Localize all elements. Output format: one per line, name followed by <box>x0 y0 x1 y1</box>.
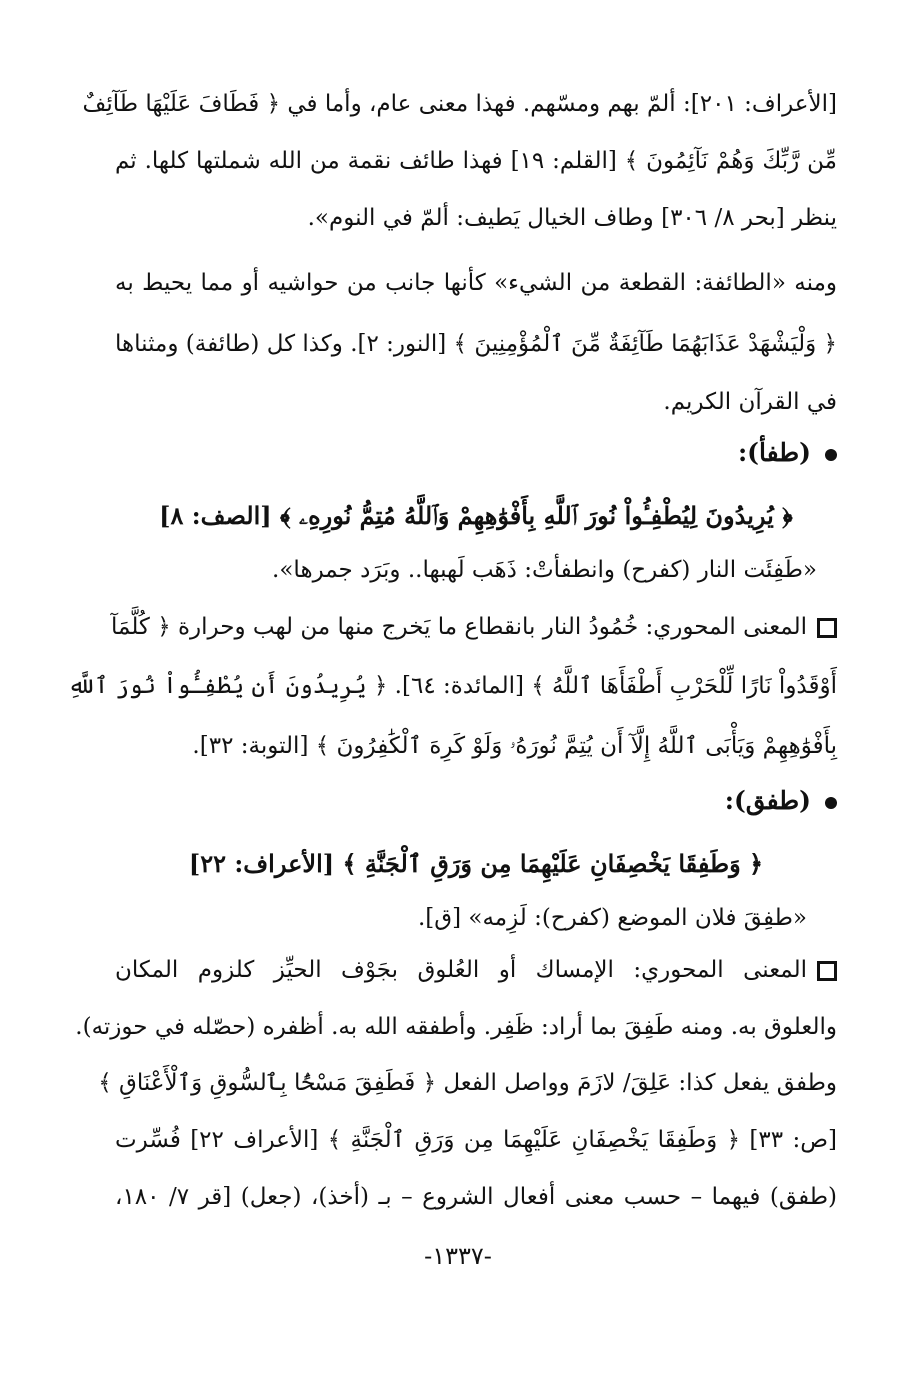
page-number: -١٣٣٧- <box>424 1242 492 1270</box>
page-body <box>67 84 837 1314</box>
quran-verse: ﴿ يُرِيدُونَ لِيُطْفِـُٔواْ نُورَ ٱللَّهِ بِأَفْوَٰهِهِمْ وَٱللَّهُ مُتِمُّ نُورِهِۦ ﴾ [الصف: ٨] <box>159 501 793 530</box>
bullet-icon <box>825 797 837 809</box>
text-line: (طفق) فيهما – حسب معنى أفعال الشروع – بـ (أخذ)، (جعل) [قر ٧/ ١٨٠، <box>115 1184 837 1210</box>
text-line: [الأعراف: ٢٠١]: ألمّ بهم ومسّهم. فهذا معنى عام، وأما في ﴿ فَطَافَ عَلَيْهَا طَآئِفٌ <box>82 91 837 117</box>
bullet-icon <box>825 449 837 461</box>
meaning-line <box>115 950 837 990</box>
section-heading-tfq <box>115 781 837 821</box>
quran-verse: ﴿ وَطَفِقَا يَخْصِفَانِ عَلَيْهِمَا مِن وَرَقِ ٱلْجَنَّةِ ﴾ [الأعراف: ٢٢] <box>188 849 764 878</box>
text-line: أَوْقَدُواْ نَارًا لِّلْحَرْبِ أَطْفَأَهَا ٱللَّهُ ﴾ [المائدة: ٦٤]. ﴿ يُرِيدُونَ أَن يُطْفِـُٔواْ نُورَ ٱللَّهِ <box>67 673 837 699</box>
meaning-line <box>111 607 837 647</box>
text-line: [ص: ٣٣] ﴿ وَطَفِقَا يَخْصِفَانِ عَلَيْهِمَا مِن وَرَقِ ٱلْجَنَّةِ ﴾ [الأعراف ٢٢] فُسِّرت <box>115 1127 837 1153</box>
lexicon-quote: «طفِقَ فلان الموضع (كفرح): لَزِمه» [ق]. <box>417 905 807 931</box>
text-line: ومنه «الطائفة: القطعة من الشيء» كأنها جانب من حواشيه أو مما يحيط به <box>115 270 837 296</box>
lexicon-quote: «طَفِئَت النار (كفرح) وانطفأتْ: ذَهَب لَهبها.. وبَرَد جمرها». <box>272 557 817 583</box>
text-line: وطفق يفعل كذا: عَلِقَ/ لازَمَ وواصل الفعل ﴿ فَطَفِقَ مَسْحًۢا بِٱلسُّوقِ وَٱلْأَعْنَاقِ ﴾ <box>98 1070 837 1096</box>
text-line: بِأَفْوَٰهِهِمْ وَيَأْبَى ٱللَّهُ إِلَّآ أَن يُتِمَّ نُورَهُۥ وَلَوْ كَرِهَ ٱلْكَٰفِرُونَ ﴾ [التوبة: ٣٢]. <box>192 733 837 759</box>
text-line: ينظر [بحر ٨/ ٣٠٦] وطاف الخيال يَطيف: ألمّ في النوم». <box>307 205 837 231</box>
meaning-text: الإمساك أو العُلوق بجَوْف الحيِّز كلزوم المكان <box>115 957 614 983</box>
text-line: والعلوق به. ومنه طَفِقَ بما أراد: ظَفِر. وأطفقه الله به. أظفره (حصّله في حوزته). <box>75 1014 837 1040</box>
text-line: مِّن رَّبِّكَ وَهُمْ نَآئِمُونَ ﴾ [القلم: ١٩] فهذا طائف نقمة من الله شملتها كلها. ثم <box>115 148 837 174</box>
heading-text: (طفأ): <box>737 438 811 467</box>
heading-text: (طفق): <box>724 786 811 815</box>
square-bullet-icon <box>817 961 837 981</box>
text-line: في القرآن الكريم. <box>663 389 837 415</box>
meaning-text: خُمُودُ النار بانقطاع ما يَخرج منها من لهب وحرارة ﴿ كُلَّمَآ <box>111 614 639 640</box>
meaning-label: المعنى المحوري: <box>633 957 807 983</box>
section-heading-tfa <box>115 433 837 473</box>
square-bullet-icon <box>817 618 837 638</box>
text-line: ﴿ وَلْيَشْهَدْ عَذَابَهُمَا طَآئِفَةٌ مِّنَ ٱلْمُؤْمِنِينَ ﴾ [النور: ٢]. وكذا كل (طائفة) ومثناها <box>115 331 837 357</box>
meaning-label: المعنى المحوري: <box>645 614 807 640</box>
